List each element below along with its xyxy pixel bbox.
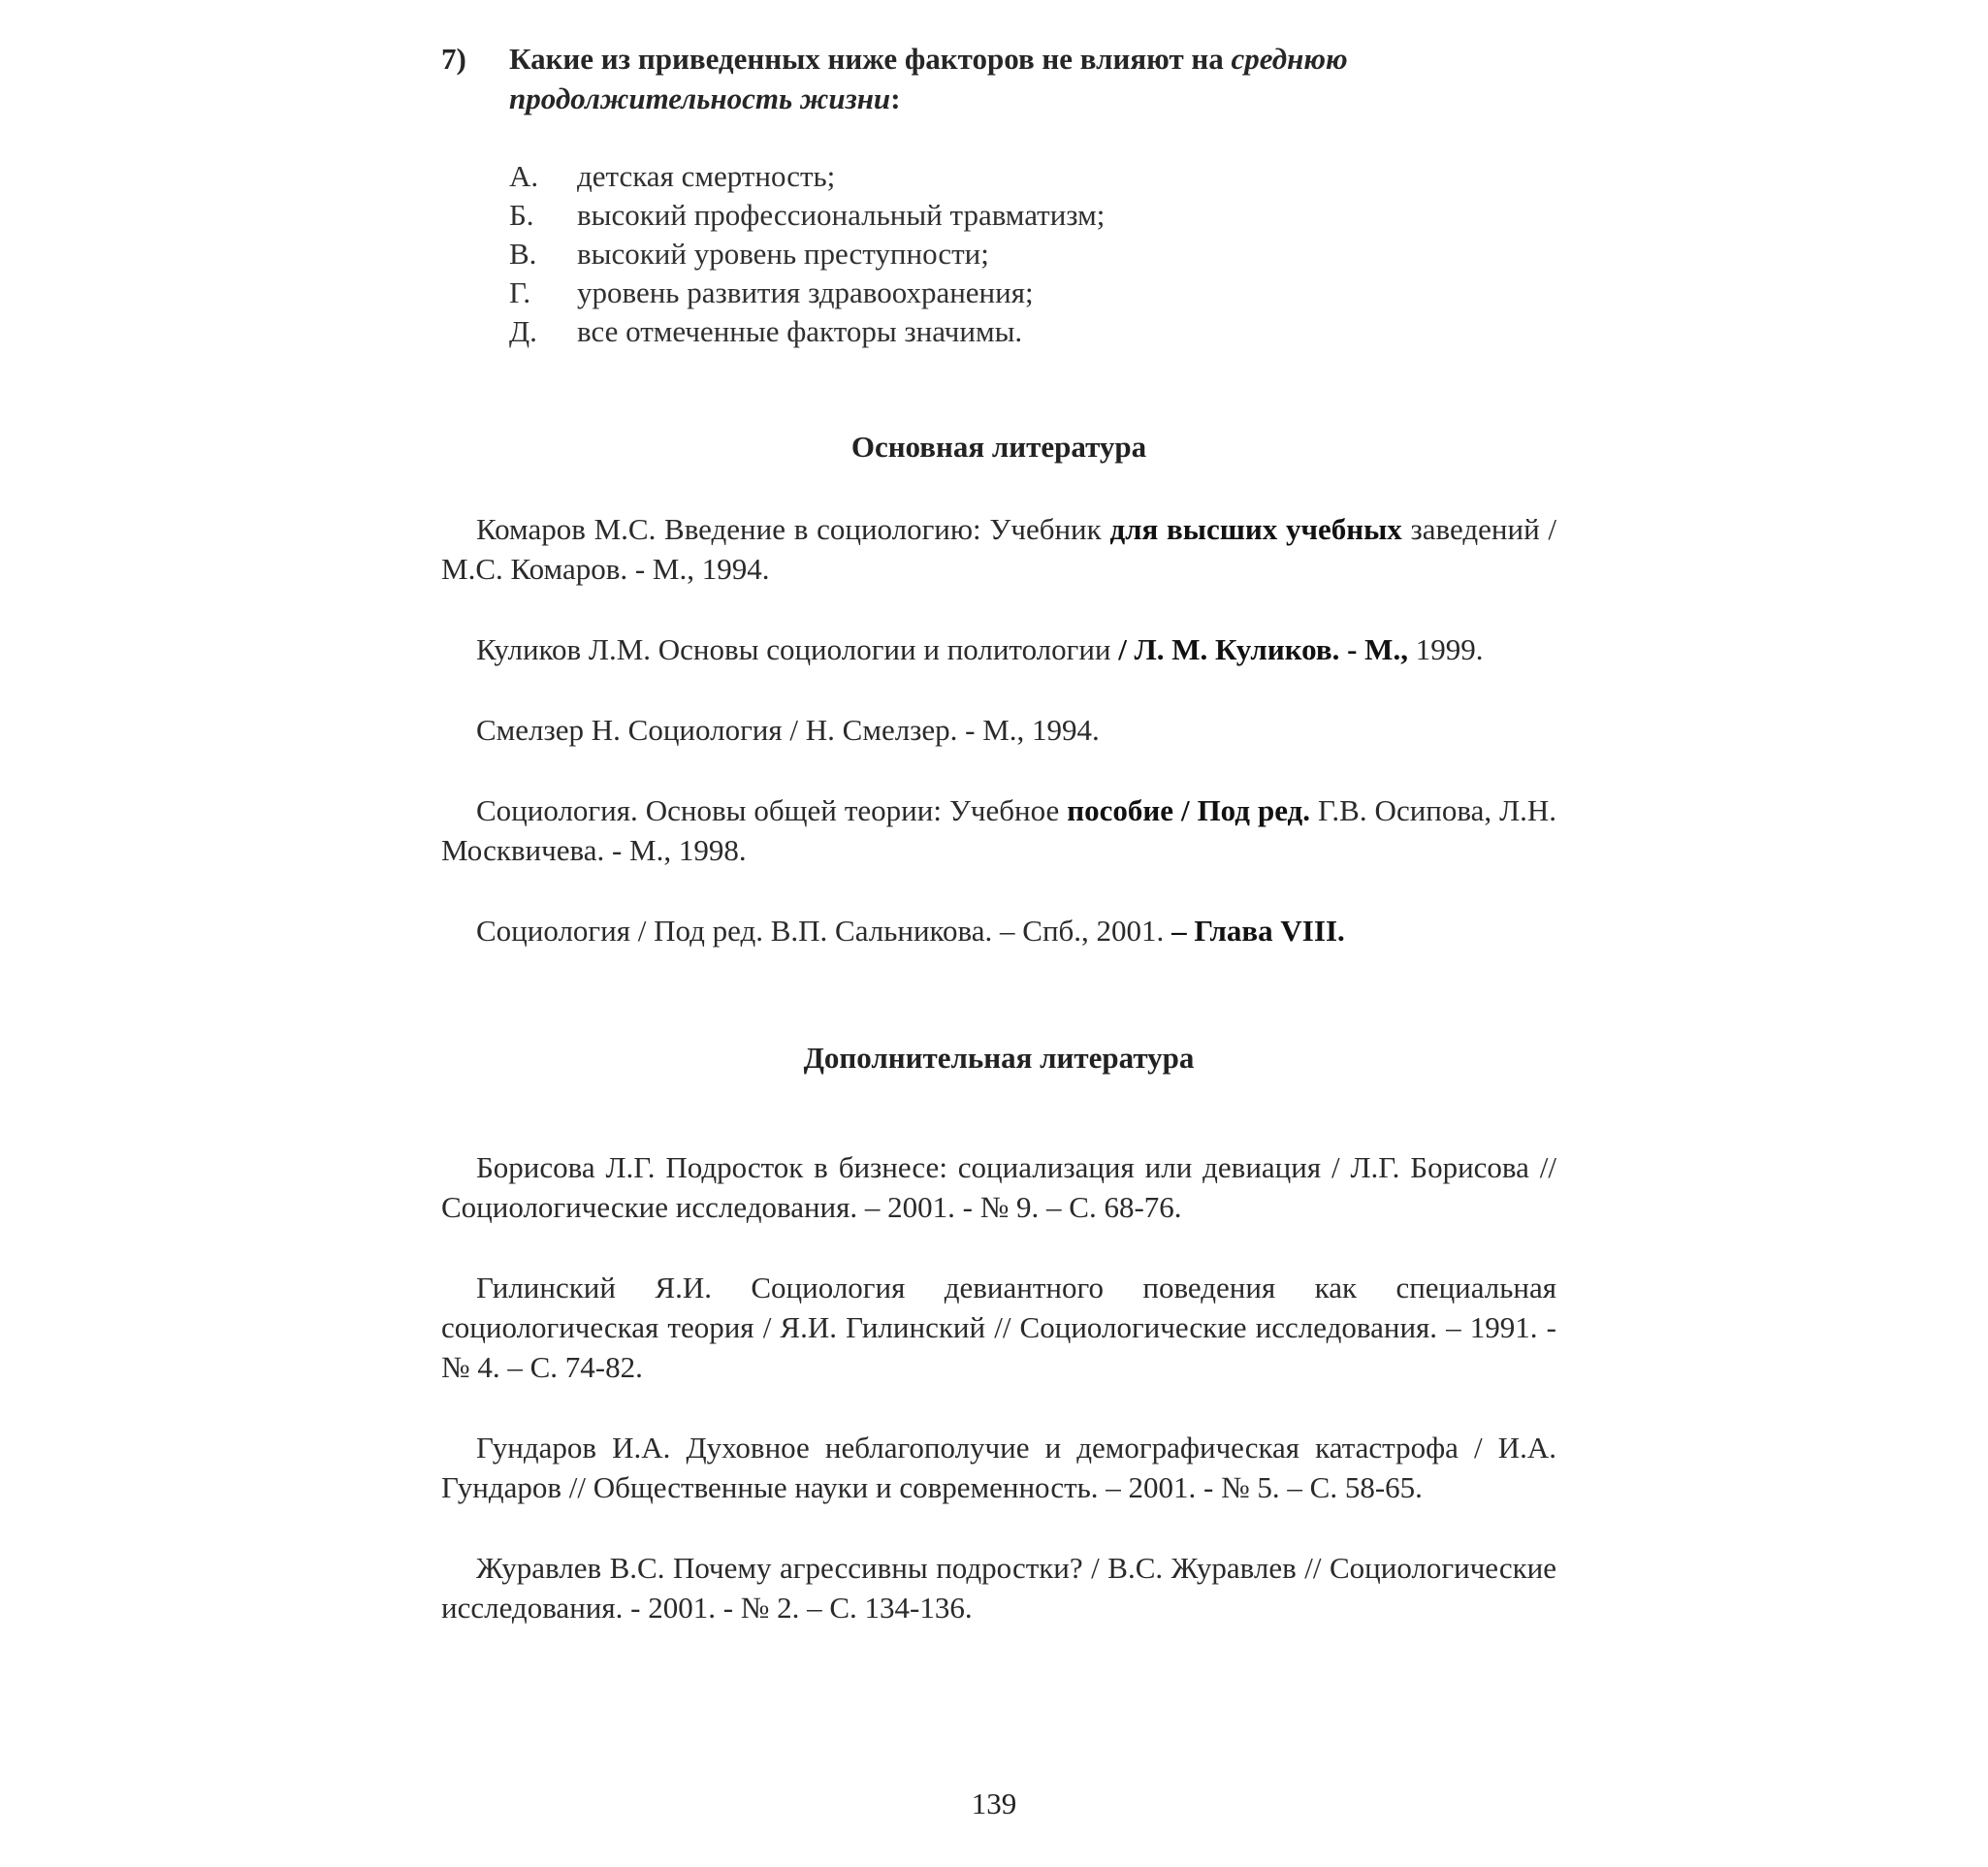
reference-text: Смелзер Н. Социология / Н. Смелзер. - М., 1994.: [476, 713, 1100, 747]
answer-option: [509, 312, 1556, 351]
question-text-after: :: [890, 81, 901, 115]
option-letter: А.: [509, 159, 539, 193]
option-letter: Б.: [509, 198, 534, 232]
option-text: уровень развития здравоохранения;: [577, 275, 1034, 309]
answer-option: [509, 157, 1556, 196]
reference-item: Борисова Л.Г. Подросток в бизнесе: социализация или девиация / Л.Г. Борисова // Социологические исследования. – 2001. - № 9. – С. 68-76.: [441, 1150, 1556, 1224]
question-text: [509, 42, 1348, 115]
answer-options: [509, 157, 1556, 351]
page-content: [441, 39, 1556, 1668]
reference-text: Комаров М.С. Введение в социологию: Учебник: [476, 512, 1110, 546]
answer-option: [509, 235, 1556, 274]
answer-option: [509, 196, 1556, 235]
question-7: [441, 39, 1556, 118]
question-emphasis: среднюю продолжительность жизни: [509, 42, 1348, 115]
reference-bold-text: / Л. М. Куликов. - М.,: [1118, 632, 1408, 666]
reference-item: Гундаров И.А. Духовное неблагополучие и демографическая катастрофа / И.А. Гундаров // Общественные науки и современность. – 2001. - № 5. – С. 58-65.: [441, 1431, 1556, 1504]
reference-text: Социология / Под ред. В.П. Сальникова. – Спб., 2001.: [476, 914, 1172, 948]
reference-item: [441, 509, 1556, 589]
additional-literature-heading: Дополнительная литература: [803, 1041, 1195, 1075]
reference-item: [441, 629, 1556, 669]
reference-bold-text: – Глава VIII.: [1171, 914, 1345, 948]
reference-tail: заведений / М.С. Комаров. - М., 1994.: [441, 512, 1556, 586]
option-text: детская смертность;: [577, 159, 836, 193]
reference-tail: 1999.: [1407, 632, 1484, 666]
option-text: все отмеченные факторы значимы.: [577, 314, 1023, 348]
reference-item: [441, 710, 1556, 750]
reference-bold-text: пособие / Под ред.: [1067, 793, 1310, 827]
answer-option: [509, 274, 1556, 312]
option-text: высокий профессиональный травматизм;: [577, 198, 1106, 232]
reference-tail: Г.В. Осипова, Л.Н. Москвичева. - М., 1998.: [441, 793, 1557, 867]
reference-item: Журавлев В.С. Почему агрессивны подростки? / В.С. Журавлев // Социологические исследования. - 2001. - № 2. – С. 134-136.: [441, 1551, 1556, 1625]
option-letter: В.: [509, 237, 537, 271]
reference-text: Социология. Основы общей теории: Учебное: [476, 793, 1068, 827]
question-number: 7): [441, 42, 466, 76]
reference-item: Гилинский Я.И. Социология девиантного поведения как специальная социологическая теория / Я.И. Гилинский // Социологические исследования. – 1991. - № 4. – С. 74-82.: [441, 1271, 1556, 1384]
reference-text: Куликов Л.М. Основы социологии и политологии: [476, 632, 1119, 666]
question-text-before: Какие из приведенных ниже факторов не влияют на: [509, 42, 1232, 76]
reference-item: [441, 790, 1556, 870]
reference-item: [441, 911, 1556, 950]
option-letter: Г.: [509, 275, 531, 309]
page-number: 139: [971, 1787, 1017, 1820]
option-letter: Д.: [509, 314, 537, 348]
main-literature-heading: Основная литература: [850, 430, 1147, 464]
reference-bold-text: для высших учебных: [1109, 512, 1402, 546]
option-text: высокий уровень преступности;: [577, 237, 989, 271]
